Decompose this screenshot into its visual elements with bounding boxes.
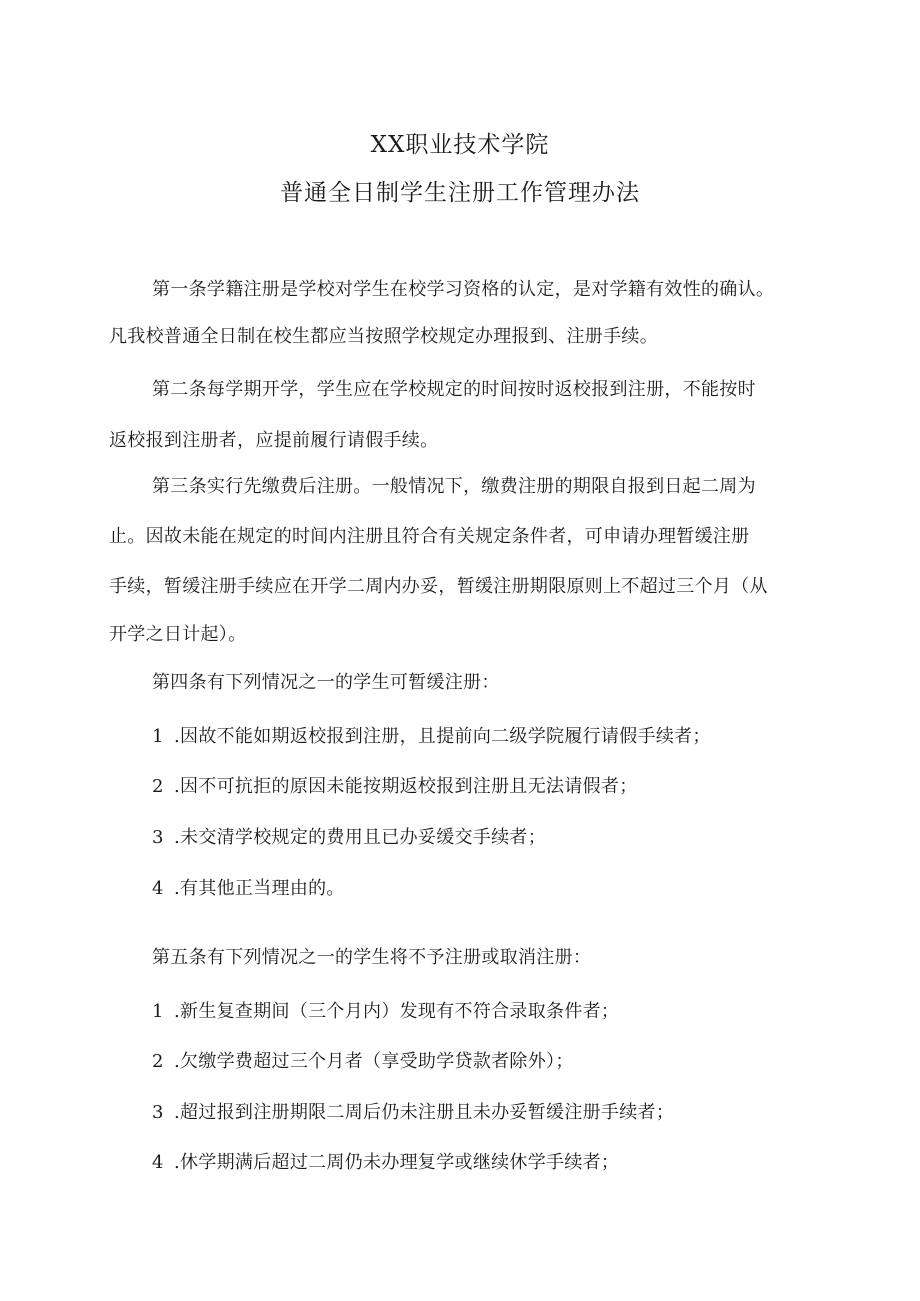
- article5-heading: 第五条有下列情况之一的学生将不予注册或取消注册：: [152, 947, 592, 968]
- list-number: 1: [152, 726, 164, 747]
- list-number: 2: [152, 1051, 164, 1072]
- list-number: 1: [152, 1001, 164, 1022]
- article5-item-4: [152, 1148, 619, 1174]
- article2-line2: 返校报到注册者，应提前履行请假手续。: [109, 430, 439, 451]
- list-text: .休学期满后超过二周仍未办理复学或继续休学手续者；: [174, 1152, 620, 1173]
- list-text: .因故不能如期返校报到注册，且提前向二级学院履行请假手续者；: [174, 726, 711, 747]
- article4-item-4: [152, 874, 345, 900]
- article3-line2: 止。因故未能在规定的时间内注册且符合有关规定条件者，可申请办理暂缓注册: [109, 526, 750, 547]
- list-number: 2: [152, 776, 164, 797]
- document-title-school: XX职业技术学院: [370, 132, 550, 158]
- article4-item-2: [152, 772, 638, 798]
- list-text: .新生复查期间（三个月内）发现有不符合录取条件者；: [174, 1001, 620, 1022]
- article5-item-1: [152, 997, 619, 1023]
- list-number: 4: [152, 1152, 164, 1173]
- article2-line1: 第二条每学期开学，学生应在学校规定的时间按时返校报到注册，不能按时: [152, 379, 756, 400]
- list-text: .有其他正当理由的。: [174, 878, 345, 899]
- article4-heading: 第四条有下列情况之一的学生可暂缓注册：: [152, 672, 500, 693]
- document-title-regulation: 普通全日制学生注册工作管理办法: [280, 180, 640, 206]
- article5-item-2: [152, 1047, 574, 1073]
- list-text: .欠缴学费超过三个月者（享受助学贷款者除外）；: [174, 1051, 574, 1072]
- article3-line3: 手续，暂缓注册手续应在开学二周内办妥，暂缓注册期限原则上不超过三个月（从: [109, 576, 768, 597]
- article1-line2: 凡我校普通全日制在校生都应当按照学校规定办理报到、注册手续。: [109, 326, 658, 347]
- list-number: 3: [152, 827, 164, 848]
- article1-line1: 第一条学籍注册是学校对学生在校学习资格的认定，是对学籍有效性的确认。: [152, 279, 775, 300]
- list-text: .未交清学校规定的费用且已办妥缓交手续者；: [174, 827, 547, 848]
- list-number: 4: [152, 878, 164, 899]
- list-text: .超过报到注册期限二周后仍未注册且未办妥暂缓注册手续者；: [174, 1102, 675, 1123]
- article4-item-3: [152, 823, 546, 849]
- article3-line1: 第三条实行先缴费后注册。一般情况下，缴费注册的期限自报到日起二周为: [152, 476, 756, 497]
- list-number: 3: [152, 1102, 164, 1123]
- article5-item-3: [152, 1098, 674, 1124]
- list-text: .因不可抗拒的原因未能按期返校报到注册且无法请假者；: [174, 776, 638, 797]
- article4-item-1: [152, 722, 711, 748]
- article3-line4: 开学之日计起）。: [109, 624, 247, 645]
